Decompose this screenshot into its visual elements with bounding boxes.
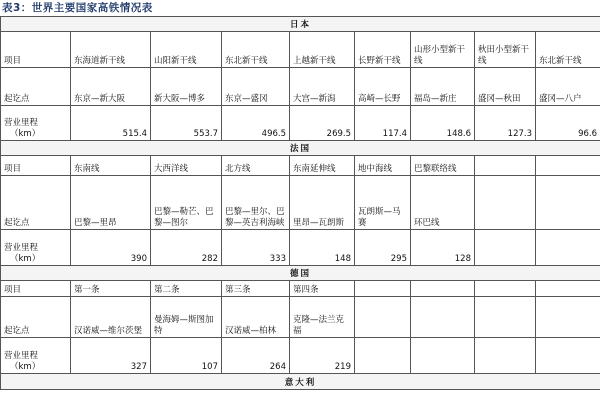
- line-name-cell: [475, 156, 536, 176]
- route-row: [1, 297, 600, 338]
- mileage-value-cell: 282: [151, 230, 222, 266]
- mileage-value-cell: 496.5: [222, 106, 290, 141]
- high-speed-rail-table: [0, 16, 600, 390]
- line-name-cell: 山形小型新干线: [411, 32, 475, 68]
- route-cell: 大宫—新潟: [290, 68, 355, 106]
- route-cell: 曼海姆—斯图加特: [151, 297, 222, 338]
- section-header-row: [1, 17, 600, 32]
- project-label: 项目: [1, 156, 71, 176]
- mileage-value-cell: 96.6: [536, 106, 600, 141]
- line-name-cell: [355, 281, 411, 297]
- route-row: [1, 176, 600, 230]
- line-name-row: [1, 32, 600, 68]
- section-country-name: 意大利: [1, 374, 600, 390]
- mileage-value-cell: [536, 338, 600, 374]
- section-header-row: [1, 374, 600, 390]
- mileage-label: [1, 106, 71, 141]
- line-name-cell: 地中海线: [355, 156, 411, 176]
- endpoints-label: 起讫点: [1, 176, 71, 230]
- section-country-name: 法国: [1, 141, 600, 156]
- line-name-cell: 第四条: [290, 281, 355, 297]
- mileage-value-cell: 327: [71, 338, 151, 374]
- mileage-label: [1, 230, 71, 266]
- table-title: 表3：世界主要国家高铁情况表: [2, 2, 153, 14]
- mileage-value-cell: 128: [411, 230, 475, 266]
- section-header-row: [1, 266, 600, 281]
- route-cell: [536, 297, 600, 338]
- mileage-value-cell: 148: [290, 230, 355, 266]
- line-name-row: [1, 281, 600, 297]
- mileage-value-cell: [536, 230, 600, 266]
- route-row: [1, 68, 600, 106]
- mileage-label-line1: 营业里程: [4, 243, 39, 253]
- route-cell: 巴黎—里昂: [71, 176, 151, 230]
- line-name-cell: [475, 281, 536, 297]
- route-cell: 福岛—新庄: [411, 68, 475, 106]
- endpoints-label: 起讫点: [1, 297, 71, 338]
- mileage-value-cell: 269.5: [290, 106, 355, 141]
- mileage-row: [1, 230, 600, 266]
- route-cell: 东京—新大阪: [71, 68, 151, 106]
- line-name-cell: 东海道新干线: [71, 32, 151, 68]
- mileage-value-cell: 390: [71, 230, 151, 266]
- line-name-cell: 东南线: [71, 156, 151, 176]
- mileage-value-cell: 333: [222, 230, 290, 266]
- mileage-value-cell: 553.7: [151, 106, 222, 141]
- mileage-row: [1, 106, 600, 141]
- route-cell: [475, 297, 536, 338]
- mileage-value-cell: 219: [290, 338, 355, 374]
- section-header-row: [1, 141, 600, 156]
- line-name-cell: 东南延伸线: [290, 156, 355, 176]
- route-cell: [411, 297, 475, 338]
- route-cell: 瓦朗斯—马赛: [355, 176, 411, 230]
- mileage-value-cell: 127.3: [475, 106, 536, 141]
- line-name-cell: [411, 281, 475, 297]
- mileage-value-cell: [475, 338, 536, 374]
- mileage-label-unit: （km）: [10, 362, 41, 372]
- line-name-cell: 第一条: [71, 281, 151, 297]
- line-name-cell: 北方线: [222, 156, 290, 176]
- line-name-cell: 上越新干线: [290, 32, 355, 68]
- mileage-value-cell: [475, 230, 536, 266]
- line-name-cell: 大西洋线: [151, 156, 222, 176]
- route-cell: 东京—盛冈: [222, 68, 290, 106]
- route-cell: 巴黎—勒芒、巴黎—图尔: [151, 176, 222, 230]
- mileage-value-cell: [411, 338, 475, 374]
- line-name-cell: 巴黎联络线: [411, 156, 475, 176]
- line-name-row: [1, 156, 600, 176]
- table-body: [1, 17, 600, 390]
- route-cell: 新大阪—博多: [151, 68, 222, 106]
- line-name-cell: 秋田小型新干线: [475, 32, 536, 68]
- line-name-cell: 东北新干线: [222, 32, 290, 68]
- route-cell: 里昂—瓦朗斯: [290, 176, 355, 230]
- mileage-value-cell: 148.6: [411, 106, 475, 141]
- section-country-name: 德国: [1, 266, 600, 281]
- mileage-label: [1, 338, 71, 374]
- line-name-cell: [536, 156, 600, 176]
- endpoints-label: 起讫点: [1, 68, 71, 106]
- line-name-cell: [536, 281, 600, 297]
- mileage-value-cell: [355, 338, 411, 374]
- mileage-value-cell: 295: [355, 230, 411, 266]
- route-cell: 盛冈—八户: [536, 68, 600, 106]
- project-label: 项目: [1, 32, 71, 68]
- route-cell: 克隆—法兰克福: [290, 297, 355, 338]
- section-country-name: 日本: [1, 17, 600, 32]
- route-cell: 汉诺威—柏林: [222, 297, 290, 338]
- mileage-value-cell: 515.4: [71, 106, 151, 141]
- mileage-row: [1, 338, 600, 374]
- route-cell: [475, 176, 536, 230]
- mileage-value-cell: 117.4: [355, 106, 411, 141]
- line-name-cell: 第二条: [151, 281, 222, 297]
- route-cell: 盛冈—秋田: [475, 68, 536, 106]
- route-cell: 环巴线: [411, 176, 475, 230]
- route-cell: [355, 297, 411, 338]
- mileage-label-line1: 营业里程: [4, 351, 39, 361]
- mileage-label-unit: （km）: [10, 129, 41, 139]
- mileage-label-line1: 营业里程: [4, 118, 39, 128]
- route-cell: 汉诺威—维尔茨堡: [71, 297, 151, 338]
- line-name-cell: 山阳新干线: [151, 32, 222, 68]
- line-name-cell: 东北新干线: [536, 32, 600, 68]
- line-name-cell: 长野新干线: [355, 32, 411, 68]
- mileage-value-cell: 264: [222, 338, 290, 374]
- line-name-cell: 第三条: [222, 281, 290, 297]
- route-cell: 巴黎—里尔、巴黎—英吉利海峡: [222, 176, 290, 230]
- mileage-value-cell: 107: [151, 338, 222, 374]
- mileage-label-unit: （km）: [10, 254, 41, 264]
- route-cell: 高崎—长野: [355, 68, 411, 106]
- route-cell: [536, 176, 600, 230]
- project-label: 项目: [1, 281, 71, 297]
